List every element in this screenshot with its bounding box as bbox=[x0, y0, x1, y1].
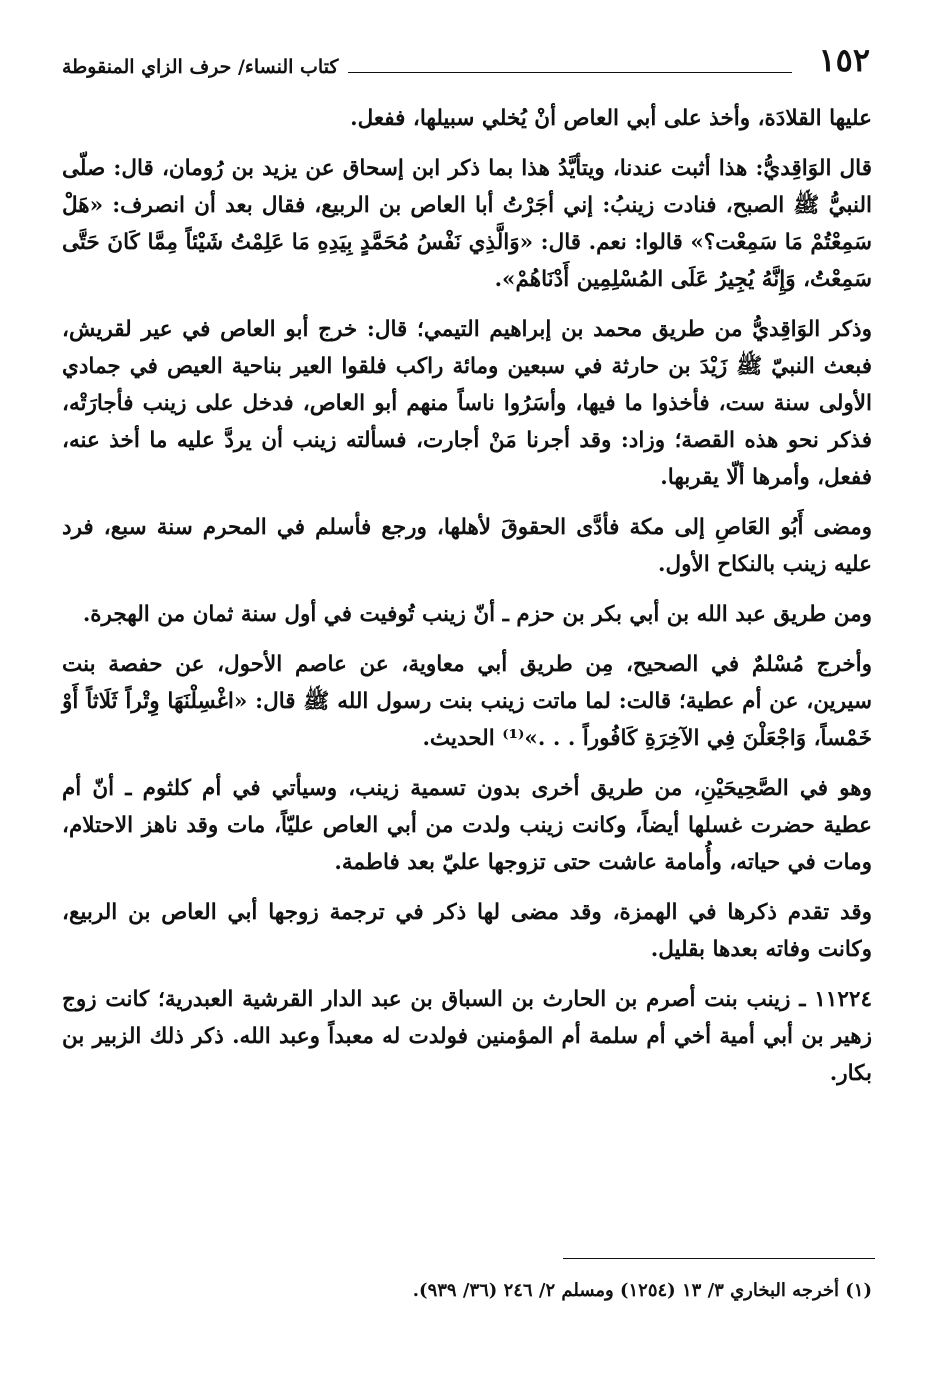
paragraph-6: وأخرج مُسْلمٌ في الصحيح، مِن طريق أبي معاوية، عن عاصم الأحول، عن حفصة بنت سيرين، عن أم عطية؛ قالت: لما ماتت زينب بنت رسول الله ﷺ قال: «اغْسِلْنَهَا وِتْراً ثَلَاثاً أَوْ خَمْساً، وَاجْعَلْنَ فِي الآخِرَةِ كَافُوراً . . .»⁽¹⁾ الحديث. bbox=[62, 652, 872, 751]
paragraph-4: ومضى أَبُو العَاصِ إلى مكة فأدَّى الحقوقَ لأهلها، ورجع فأسلم في المحرم سنة سبع، فرد عليه زينب بالنكاح الأول. bbox=[62, 515, 872, 577]
footnote: (١) أخرجه البخاري ٣/ ١٣ (١٢٥٤) ومسلم ٢/ ٢٤٦ (٣٦/ ٩٣٩). bbox=[412, 1280, 872, 1301]
main-text bbox=[62, 100, 872, 1105]
biography-entry bbox=[62, 981, 872, 1092]
header-rule bbox=[348, 72, 792, 73]
footnote-rule bbox=[563, 1258, 875, 1259]
paragraph-3: وذكر الوَاقِديُّ من طريق محمد بن إبراهيم التيمي؛ قال: خرج أبو العاص في عير لقريش، فبعث النبيّ ﷺ زَيْدَ بن حارثة في سبعين ومائة راكب فلقوا العير بناحية العيص في جمادي الأولى سنة ست، فأخذوا ما فيها، وأسَرُوا ناساً منهم أبو العاص، فدخل على زينب فأجارَتْه، فذكر نحو هذه القصة؛ وزاد: وقد أجرنا مَنْ أجارت، فسألته زينب أن يردَّ عليه ما أخذ عنه، ففعل، وأمرها ألّا يقربها. bbox=[62, 317, 872, 490]
entry-text: ـ زينب بنت أصرم بن الحارث بن السباق بن عبد الدار القرشية العبدرية؛ كانت زوج زهير بن أبي أمية أخي أم سلمة أم المؤمنين فولدت له معبداً وعبد الله. ذكر ذلك الزبير بن بكار. bbox=[62, 987, 872, 1086]
paragraph-8: وقد تقدم ذكرها في الهمزة، وقد مضى لها ذكر في ترجمة زوجها أبي العاص بن الربيع، وكانت وفاته بعدها بقليل. bbox=[62, 900, 872, 962]
page-header bbox=[62, 40, 870, 86]
paragraph-2: قال الوَاقِديُّ: هذا أثبت عندنا، ويتأيَّدُ هذا بما ذكر ابن إسحاق عن يزيد بن رُومان، قال: صلّى النبيُّ ﷺ الصبح، فنادت زينبُ: إني أجَرْتُ أبا العاص بن الربيع، فقال بعد أن انصرف: «هَلْ سَمِعْتُمْ مَا سَمِعْت؟» قالوا: نعم. قال: «وَالَّذِي نَفْسُ مُحَمَّدٍ بِيَدِهِ مَا عَلِمْتُ شَيْئاً مِمَّا كَانَ حَتَّى سَمِعْتُ، وَإِنَّهُ يُجِيرُ عَلَى المُسْلِمِين أَدْنَاهُمْ». bbox=[62, 156, 872, 292]
paragraph-1: عليها القلادَة، وأخذ على أبي العاص أنْ يُخلي سبيلها، ففعل. bbox=[350, 106, 872, 131]
running-title: كتاب النساء/ حرف الزاي المنقوطة bbox=[62, 56, 339, 78]
paragraph-5: ومن طريق عبد الله بن أبي بكر بن حزم ـ أنّ زينب تُوفيت في أول سنة ثمان من الهجرة. bbox=[82, 602, 872, 627]
entry-number: ١١٢٢٤ bbox=[814, 987, 872, 1012]
page-number: ١٥٢ bbox=[818, 41, 870, 79]
paragraph-7: وهو في الصَّحِيحَيْنِ، من طريق أخرى بدون تسمية زينب، وسيأتي في أم كلثوم ـ أنّ أم عطية حضرت غسلها أيضاً، وكانت زينب ولدت من أبي العاص عليّاً، مات وقد ناهز الاحتلام، ومات في حياته، وأُمامة عاشت حتى تزوجها عليّ بعد فاطمة. bbox=[62, 776, 872, 875]
